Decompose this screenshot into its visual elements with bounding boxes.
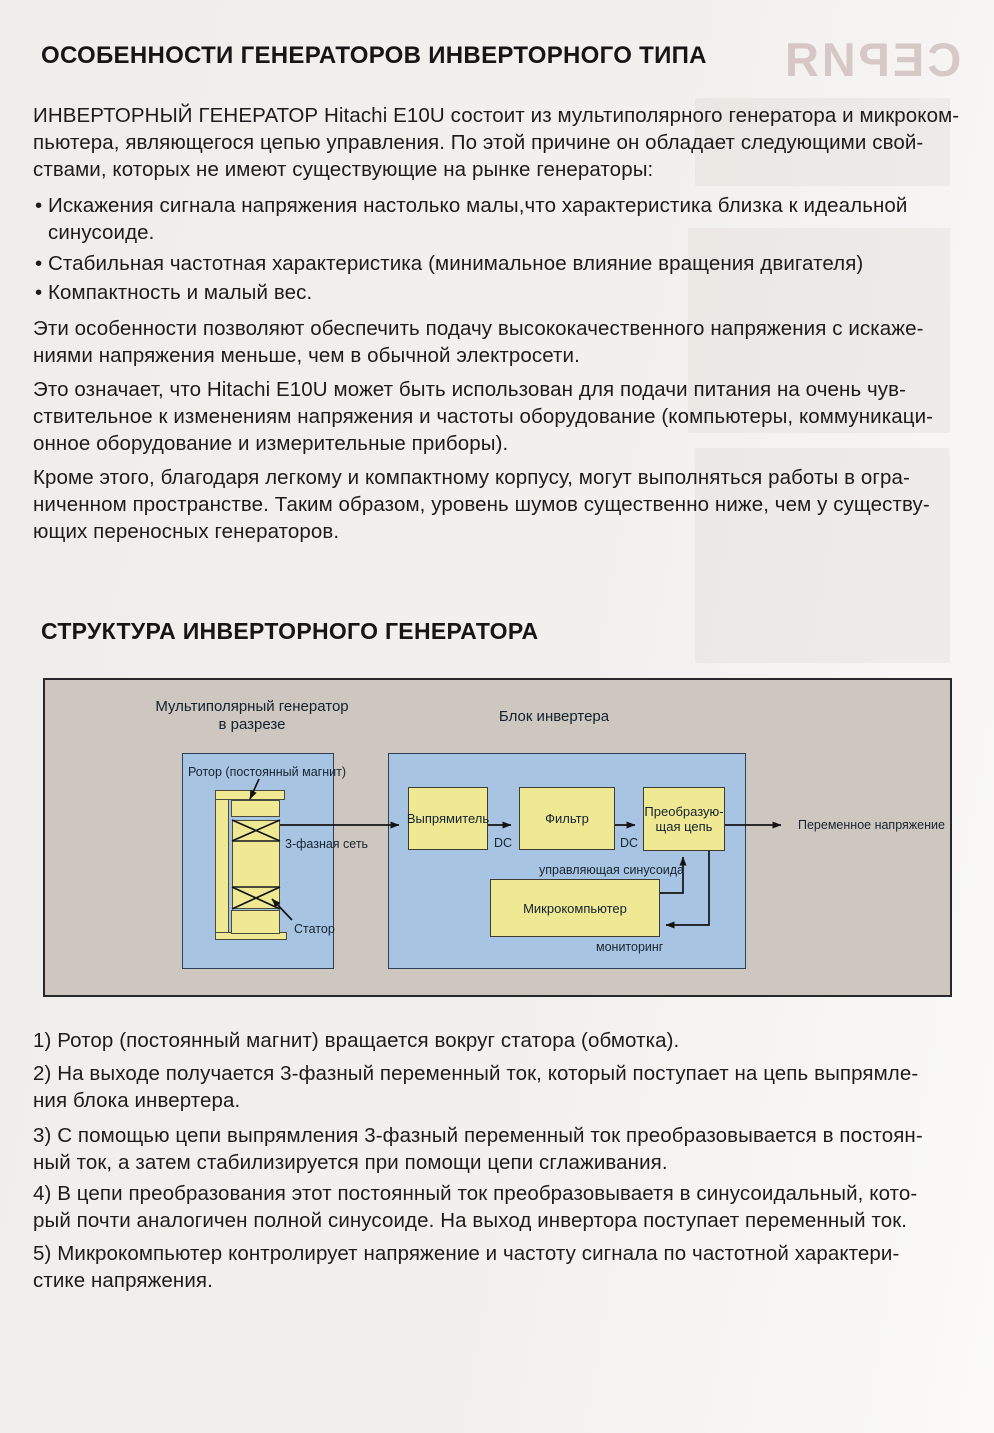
- text-line: 2) На выходе получается 3-фазный переменный ток, который поступает на цепь выпрямле-: [33, 1062, 919, 1085]
- control-sine-label: управляющая синусоида: [539, 863, 685, 877]
- rectifier-box: Выпрямитель: [408, 787, 488, 850]
- bullet-item: [35, 279, 312, 306]
- rotor-magnet-bottom: [231, 910, 280, 934]
- text-line: ниями напряжения меньше, чем в обычной электросети.: [33, 344, 580, 367]
- generator-section-title: [132, 698, 372, 734]
- generator-title-line: в разрезе: [218, 716, 286, 733]
- text-line: ниченном пространстве. Таким образом, уровень шумов существенно ниже, чем у существу-: [33, 493, 930, 516]
- bullet-marker: •: [35, 252, 43, 275]
- text-line: Стабильная частотная характеристика (минимальное влияние вращения двигателя): [48, 252, 864, 275]
- converter-label-line: Преобразую-: [644, 804, 724, 819]
- inverter-structure-diagram: [43, 678, 952, 997]
- text-line: ющих переносных генераторов.: [33, 520, 340, 543]
- rotor-label: Ротор (постоянный магнит): [188, 765, 346, 779]
- text-line: 4) В цепи преобразования этот постоянный ток преобразовываетя в синусоидальный, кото-: [33, 1182, 918, 1205]
- inverter-section-title: Блок инвертера: [498, 708, 610, 725]
- rotor-top-bar: [215, 790, 285, 800]
- text-line: Искажения сигнала напряжения настолько малы,что характеристика близка к идеальной: [48, 194, 908, 217]
- section-title: СТРУКТУРА ИНВЕРТОРНОГО ГЕНЕРАТОРА: [41, 618, 539, 644]
- text-line: синусоиде.: [48, 221, 155, 244]
- numbered-item: [33, 1122, 923, 1176]
- bullet-marker: •: [35, 194, 43, 217]
- stator-core: [232, 841, 280, 887]
- microcomputer-box: Микрокомпьютер: [490, 879, 660, 937]
- text-line: 1) Ротор (постоянный магнит) вращается вокруг статора (обмотка).: [33, 1029, 680, 1052]
- bullet-marker: •: [35, 281, 43, 304]
- three-phase-label: 3-фазная сеть: [285, 837, 369, 851]
- text-line: 3) С помощью цепи выпрямления 3-фазный переменный ток преобразовывается в постоян-: [33, 1124, 923, 1147]
- stator-winding-top: [232, 820, 280, 841]
- paragraph: [33, 464, 930, 545]
- rotor-shaft-bar: [215, 790, 229, 940]
- intro-paragraph: [33, 102, 959, 183]
- monitoring-label: мониторинг: [596, 940, 664, 954]
- text-line: 5) Микрокомпьютер контролирует напряжение и частоту сигнала по частотной характери-: [33, 1242, 900, 1265]
- generator-title-line: Мультиполярный генератор: [155, 698, 349, 715]
- numbered-item: [33, 1027, 679, 1054]
- numbered-item: [33, 1060, 918, 1114]
- text-line: Кроме этого, благодаря легкому и компактному корпусу, могут выполняться работы в огра-: [33, 466, 910, 489]
- text-line: ИНВЕРТОРНЫЙ ГЕНЕРАТОР Hitachi E10U состоит из мультиполярного генератора и микроком-: [33, 104, 960, 127]
- converter-label-line: щая цепь: [655, 819, 713, 834]
- dc-label-left: DC: [494, 836, 513, 850]
- stator-winding-bottom: [232, 887, 280, 909]
- mirrored-bleedthrough-text: СЕРИЯ: [782, 33, 962, 86]
- paragraph: [33, 376, 933, 457]
- numbered-item: [33, 1180, 917, 1234]
- text-line: Эти особенности позволяют обеспечить подачу высококачественного напряжения с искаже-: [33, 317, 924, 340]
- text-line: онное оборудование и измерительные приборы).: [33, 432, 509, 455]
- paragraph: [33, 315, 924, 369]
- text-line: пьютера, являющегося цепью управления. По этой причине он обладает следующими свой-: [33, 131, 924, 154]
- page-title: ОСОБЕННОСТИ ГЕНЕРАТОРОВ ИНВЕРТОРНОГО ТИПА: [41, 42, 707, 69]
- ac-output-label: Переменное напряжение: [798, 818, 945, 832]
- stator-label: Статор: [294, 922, 335, 936]
- text-line: Это означает, что Hitachi E10U может быть использован для подачи питания на очень чув-: [33, 378, 907, 401]
- text-line: стике напряжения.: [33, 1269, 213, 1292]
- dc-label-right: DC: [620, 836, 639, 850]
- text-line: ствительное к изменениям напряжения и частоты оборудование (компьютеры, коммуникаци-: [33, 405, 934, 428]
- bullet-item: [35, 250, 863, 277]
- rotor-magnet-top: [231, 800, 280, 817]
- text-line: ный ток, а затем стабилизируется при помощи цепи сглаживания.: [33, 1151, 668, 1174]
- numbered-item: [33, 1240, 899, 1294]
- bullet-item: [35, 192, 907, 246]
- text-line: ния блока инвертера.: [33, 1089, 241, 1112]
- text-line: Компактность и малый вес.: [48, 281, 313, 304]
- converter-box: [643, 787, 725, 851]
- filter-box: Фильтр: [519, 787, 615, 850]
- text-line: ствами, которых не имеют существующие на рынке генераторы:: [33, 158, 654, 181]
- text-line: рый почти аналогичен полной синусоиде. На выход инвертора поступает переменный ток.: [33, 1209, 908, 1232]
